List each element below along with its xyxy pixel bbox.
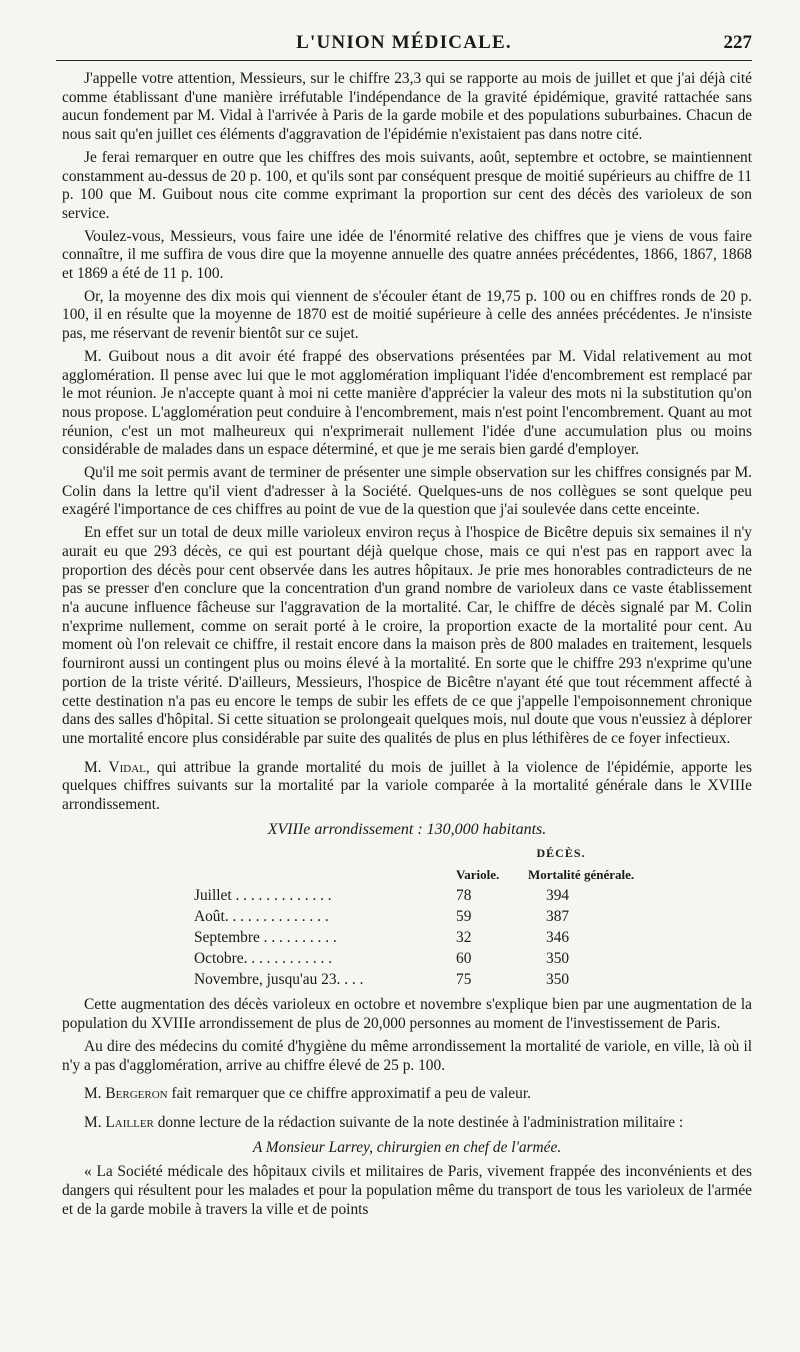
paragraph: Je ferai remarquer en outre que les chiffres des mois suivants, août, septembre et octobre, se maintiennent constamment au-dessus de 20 p. 100, et qu'ils sont par conséquent presque de moitié supérieurs au chiffre de 11 p. 100 que M. Guibout nous cite comme exprimant la proportion sur cent des décès des varioleux de son service.	[62, 148, 752, 222]
table-row	[194, 906, 666, 927]
month-cell: Août. . . . . . . . . . . . . .	[194, 908, 329, 926]
variole-cell: 32	[456, 929, 472, 947]
paragraph	[62, 1114, 752, 1133]
paragraph: Or, la moyenne des dix mois qui viennent de s'écouler étant de 19,75 p. 100 ou en chiffres ronds de 20 p. 100, il en résulte que la moyenne de 1870 est de moitié supérieure à celle des années précédentes. Je n'insiste pas, me réservant de revenir bientôt sur ce sujet.	[62, 287, 752, 343]
letter-heading: A Monsieur Larrey, chirurgien en chef de l'armée.	[252, 1138, 562, 1156]
paragraph: « La Société médicale des hôpitaux civils et militaires de Paris, vivement frappée des inconvénients et des dangers qui résultent pour les malades et pour la population même du transport de tous les varioleux de l'armée et de la garde mobile à travers la ville et de points	[62, 1163, 752, 1218]
generale-cell: 387	[546, 908, 570, 926]
speaker-text: fait remarquer que ce chiffre approximatif a peu de valeur.	[167, 1085, 531, 1103]
table-row	[194, 948, 666, 969]
paragraph: J'appelle votre attention, Messieurs, sur le chiffre 23,3 qui se rapporte au mois de juillet et que j'ai déjà cité comme établissant d'une manière irréfutable l'indépendance de la gravité épidémique, gravité rattachée sans aucun fondement par M. Vidal à l'arrivée à Paris de la garde mobile et des populations suburbaines. Chacun de nous sait qu'en juillet ces éléments d'aggravation de l'épidémie n'existaient pas dans notre cité.	[62, 70, 752, 144]
article-body	[62, 70, 752, 1223]
variole-cell: 59	[456, 908, 472, 926]
speaker-text: , qui attribue la grande mortalité du mois de juillet à la violence de l'épidémie, apporte les quelques chiffres suivants sur la mortalité par la variole comparée à la mortalité générale dans le XVIIIe arrondissement.	[62, 758, 752, 814]
variole-cell: 60	[456, 950, 472, 968]
month-cell: Octobre. . . . . . . . . . . .	[194, 950, 333, 968]
table-row	[194, 969, 666, 990]
speaker-name: M. Vidal	[84, 758, 146, 776]
paragraph: Qu'il me soit permis avant de terminer de présenter une simple observation sur les chiffres consignés par M. Colin dans la lettre qu'il vient d'adresser à la Société. Quelques-uns de nos collègues se sont quelque peu exagéré l'importance de ces chiffres au point de vue de la question que j'ai soulevée dans cette enceinte.	[62, 464, 752, 519]
month-cell: Septembre . . . . . . . . . .	[194, 929, 337, 947]
paragraph: En effet sur un total de deux mille varioleux environ reçus à l'hospice de Bicêtre depuis six semaines il n'y aurait eu que 293 décès, ce qui est pourtant déjà quelque chose, mais ce qui n'est pas en rapport avec la proportion des décès pour cent observée dans les autres hôpitaux. Je prie mes honorables contradicteurs de ne pas se presser d'en conclure que la concentration d'un grand nombre de varioleux dans ce vaste établissement n'a aucune influence fâcheuse sur l'aggravation de la mortalité. Car, le chiffre de décès signalé par M. Colin n'exprime nullement, comme on serait porté à le croire, la proportion exacte de la mortalité pour cent. Au moment où l'on relevait ce chiffre, il restait encore dans la maison près de 800 malades en traitement, lesquels fourniront aussi un contingent plus ou moins élevé à la mortalité. En sorte que le chiffre 293 n'exprime qu'une portion de la triste vérité. D'ailleurs, Messieurs, l'hospice de Bicêtre n'ayant été que tout récemment affecté à cette destination n'a pas eu encore le temps de subir les effets de ce que j'appelle l'empoisonnement chronique dans des salles d'hôpital. Si cette situation se prolongeait quelques mois, nul doute que vous n'eussiez à déplorer une mortalité encore plus considérable par suite des qualités de plus en plus léthifères de ce foyer infectieux.	[62, 524, 752, 747]
speaker-name: M. Lailler	[84, 1113, 154, 1131]
col-header-generale: Mortalité générale.	[528, 867, 635, 883]
variole-cell: 75	[456, 971, 472, 989]
month-cell: Novembre, jusqu'au 23. . . .	[194, 971, 364, 989]
table-row	[194, 885, 666, 906]
generale-cell: 350	[546, 971, 570, 989]
generale-cell: 394	[546, 887, 570, 905]
generale-cell: 346	[546, 929, 570, 947]
speaker-text: donne lecture de la rédaction suivante de la note destinée à l'administration militaire :	[153, 1113, 684, 1131]
paragraph: Voulez-vous, Messieurs, vous faire une idée de l'énormité relative des chiffres que je viens de vous faire connaître, il me suffira de vous dire que la moyenne annuelle des quatre années précédentes, 1866, 1867, 1868 et 1869 a été de 11 p. 100.	[62, 227, 752, 283]
generale-cell: 350	[546, 950, 570, 968]
paragraph	[62, 759, 752, 815]
variole-cell: 78	[456, 887, 472, 905]
journal-title: L'UNION MÉDICALE.	[296, 32, 512, 53]
table-row	[194, 927, 666, 948]
paragraph	[62, 1085, 752, 1104]
page-number: 227	[723, 32, 752, 53]
col-header-variole: Variole.	[456, 867, 500, 883]
table-heading: XVIIIe arrondissement : 130,000 habitants.	[267, 820, 547, 838]
mortality-table	[194, 843, 666, 990]
running-header	[56, 30, 752, 61]
month-cell: Juillet . . . . . . . . . . . . .	[194, 887, 332, 905]
paragraph: Au dire des médecins du comité d'hygiène du même arrondissement la mortalité de variole, en ville, là où il n'y a pas d'agglomération, arrive au chiffre élevé de 25 p. 100.	[62, 1037, 752, 1074]
deces-label: DÉCÈS.	[536, 846, 586, 861]
paragraph: M. Guibout nous a dit avoir été frappé des observations présentées par M. Vidal relativement au mot agglomération. Il pense avec lui que le mot agglomération impliquant l'idée d'encombrement est remplacé par le mot réunion. Je n'accepte quant à moi ni cette manière d'apprécier la valeur des mots ni la substitution qu'on nous propose. L'agglomération peut conduire à l'encombrement, mais n'est point l'encombrement. Quant au mot réunion, c'est un mot malheureux qui n'exprimerait nullement l'idée d'une accumulation plus ou moins considérable de malades dans un espace déterminé, et que je me serais bien gardé d'employer.	[62, 347, 752, 459]
paragraph: Cette augmentation des décès varioleux en octobre et novembre s'explique bien par une augmentation de la population du XVIIIe arrondissement de plus de 20,000 personnes au moment de l'investissement de Paris.	[62, 996, 752, 1033]
speaker-name: M. Bergeron	[84, 1085, 168, 1103]
